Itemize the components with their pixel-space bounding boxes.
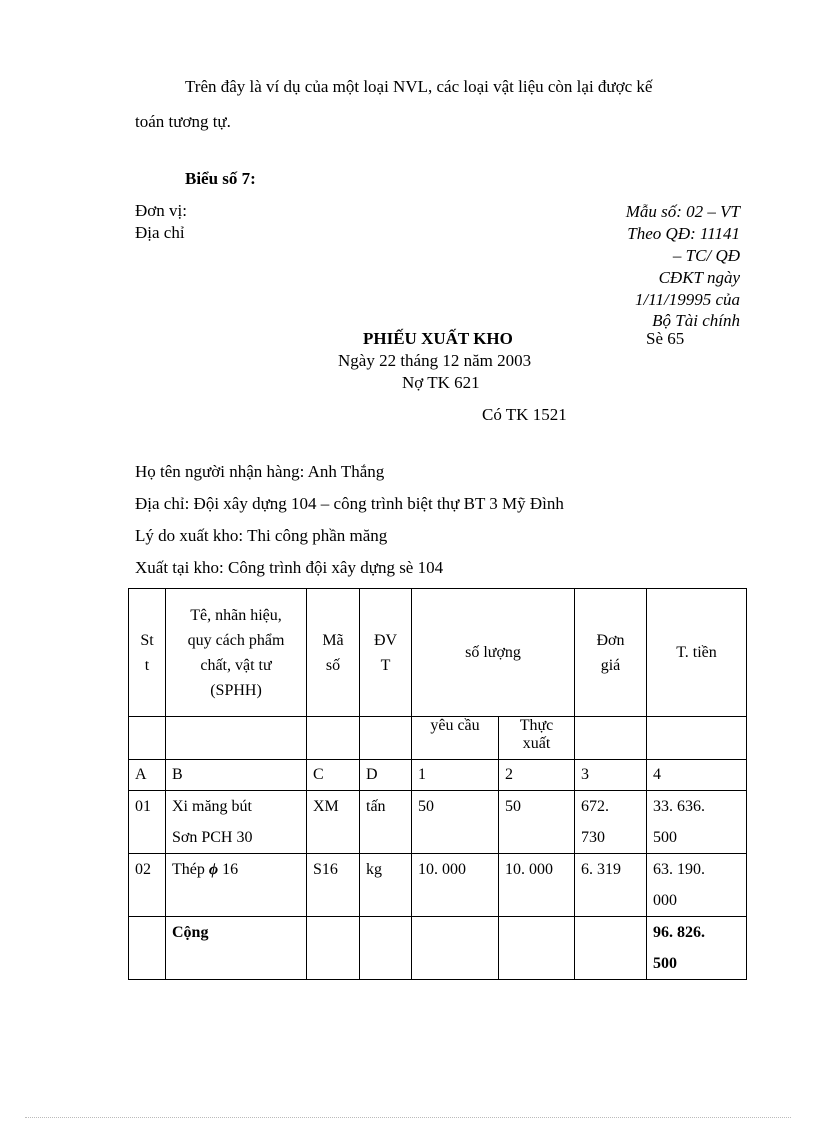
header-code: Mã số [307,589,360,717]
total-amount: 96. 826. 500 [647,917,747,980]
total-row [129,917,747,980]
header-unit: ĐV T [360,589,412,717]
cell-code: S16 [307,854,360,917]
header-qty-actual: Thực xuất [499,717,575,760]
header-qty-required: yêu cầu [412,717,499,760]
letter-cell: 2 [499,760,575,791]
header-stt: St t [129,589,166,717]
template-line: Theo QĐ: 11141 [627,224,740,243]
cell-name: Xi măng bút Sơn PCH 30 [166,791,307,854]
letter-cell: 1 [412,760,499,791]
cell-code: XM [307,791,360,854]
table-row [129,791,747,854]
cell-unit: kg [360,854,412,917]
document-number: Sè 65 [646,329,685,348]
letter-cell: D [360,760,412,791]
header-amount: T. tiền [647,589,747,717]
debit-account: Nợ TK 621 [402,373,480,392]
header-name: Tê, nhãn hiệu, quy cách phẩm chất, vật tư (SPHH) [166,589,307,717]
cell-amount: 63. 190. 000 [647,854,747,917]
cell-qty-actual: 50 [499,791,575,854]
credit-account: Có TK 1521 [482,405,567,424]
diameter-symbol: ϕ [208,861,219,878]
table-row [129,854,747,917]
cell-unit: tấn [360,791,412,854]
cell-stt: 02 [129,854,166,917]
column-letter-row [129,760,747,791]
cell-qty-required: 50 [412,791,499,854]
template-line: Bộ Tài chính [652,311,740,330]
template-info [560,201,740,331]
intro-line-1: Trên đây là ví dụ của một loại NVL, các loại vật liệu còn lại được kế [185,77,653,96]
header-row [129,589,747,717]
form-number: Biểu số 7: [185,169,256,188]
letter-cell: 4 [647,760,747,791]
cell-amount: 33. 636. 500 [647,791,747,854]
receiver-line: Họ tên người nhận hàng: Anh Thắng [135,462,385,481]
document-title: PHIẾU XUẤT KHO [363,329,513,348]
address-line: Địa chỉ: Đội xây dựng 104 – công trình biệt thự BT 3 Mỹ Đình [135,494,564,513]
template-line: Mẫu số: 02 – VT [625,202,740,221]
cell-qty-required: 10. 000 [412,854,499,917]
items-table [128,588,747,980]
cell-stt: 01 [129,791,166,854]
letter-cell: B [166,760,307,791]
cell-qty-actual: 10. 000 [499,854,575,917]
letter-cell: 3 [575,760,647,791]
document-date: Ngày 22 tháng 12 năm 2003 [338,351,532,370]
subheader-row [129,717,747,760]
header-price: Đơn giá [575,589,647,717]
template-line: 1/11/19995 của [635,290,740,309]
unit-label: Đơn vị: [135,201,187,220]
cell-price: 672. 730 [575,791,647,854]
total-label: Cộng [166,917,307,980]
warehouse-line: Xuất tại kho: Công trình đội xây dựng sè 104 [135,558,444,577]
address-label: Địa chỉ [135,223,185,242]
cell-name: Thép ϕ 16 [166,854,307,917]
intro-line-2: toán tương tự. [135,112,231,131]
page-footer-border [25,1117,791,1118]
template-line: – TC/ QĐ [672,246,740,265]
reason-line: Lý do xuất kho: Thi công phần măng [135,526,388,545]
header-quantity: số lượng [412,589,575,717]
template-line: CĐKT ngày [658,268,740,287]
letter-cell: A [129,760,166,791]
cell-price: 6. 319 [575,854,647,917]
letter-cell: C [307,760,360,791]
